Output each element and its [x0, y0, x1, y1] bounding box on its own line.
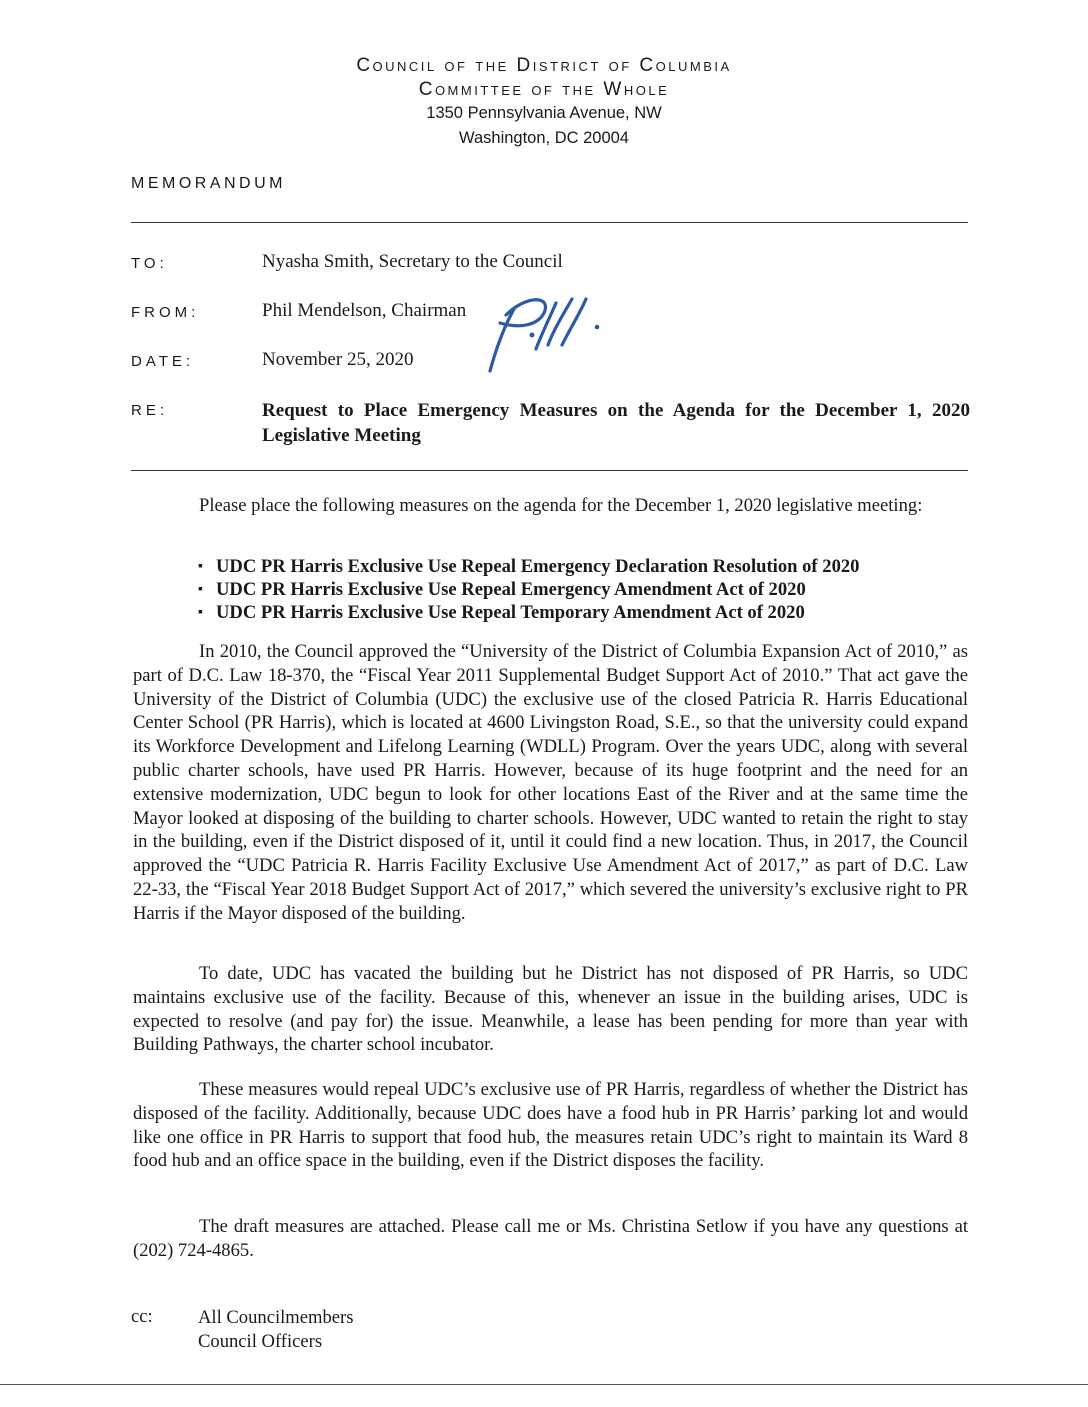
cc-label: cc:: [131, 1306, 153, 1327]
cc-recipient: Council Officers: [198, 1330, 323, 1352]
list-item: ▪ UDC PR Harris Exclusive Use Repeal Emergency Declaration Resolution of 2020: [198, 556, 859, 579]
memorandum-label: MEMORANDUM: [131, 175, 286, 192]
divider-top: [131, 222, 968, 223]
re-subject: Request to Place Emergency Measures on the Agenda for the December 1, 2020 Legislative Meeting: [262, 400, 970, 446]
council-name: Council of the District of Columbia: [356, 55, 732, 76]
list-item: ▪ UDC PR Harris Exclusive Use Repeal Temporary Amendment Act of 2020: [198, 602, 859, 625]
background-paragraph: In 2010, the Council approved the “University of the District of Columbia Expansion Act of 2010,” as part of D.C. Law 18-370, the “Fiscal Year 2011 Supplemental Budget Support Act of 2010.” That act gave the University of the District of Columbia (UDC) the exclusive use of the closed Patricia R. Harris Educational Center School (PR Harris), which is located at 4600 Livingston Road, S.E., so that the university could expand its Workforce Development and Lifelong Learning (WDLL) Program. Over the years UDC, along with several public charter schools, have used PR Harris. However, because of its huge footprint and the need for an extensive modernization, UDC begun to look for other locations East of the River and at the same time the Mayor looked at disposing of the building to charter schools. However, UDC wanted to retain the right to stay in the building, even if the District disposed of it, until it could find a new location. Thus, in 2017, the Council approved the “UDC Patricia R. Harris Facility Exclusive Use Amendment Act of 2017,” as part of D.C. Law 22-33, the “Fiscal Year 2018 Budget Support Act of 2017,” which severed the university’s exclusive right to PR Harris if the Mayor disposed of the building.: [133, 641, 968, 924]
cc-recipients: [198, 1306, 353, 1353]
date-value: November 25, 2020: [262, 349, 414, 370]
date-label: DATE:: [131, 353, 195, 370]
address-street: 1350 Pennsylvania Avenue, NW: [426, 104, 662, 122]
from-value: Phil Mendelson, Chairman: [262, 300, 467, 321]
list-item: ▪ UDC PR Harris Exclusive Use Repeal Emergency Amendment Act of 2020: [198, 579, 859, 602]
signature: [476, 287, 606, 377]
footer-divider: [0, 1384, 1088, 1385]
to-value: Nyasha Smith, Secretary to the Council: [262, 251, 563, 272]
divider-bottom: [131, 470, 968, 471]
committee-name: Committee of the Whole: [418, 79, 670, 100]
cc-recipient: All Councilmembers: [198, 1307, 354, 1328]
re-label: RE:: [131, 402, 169, 419]
status-paragraph: To date, UDC has vacated the building but he District has not disposed of PR Harris, so UDC maintains exclusive use of the facility. Because of this, whenever an issue in the building arises, UDC is expected to resolve (and pay for) the issue. Meanwhile, a lease has been pending for more than year with Building Pathways, the charter school incubator.: [133, 963, 968, 1056]
from-label: FROM:: [131, 304, 200, 321]
to-label: TO:: [131, 255, 168, 272]
closing-paragraph: The draft measures are attached. Please call me or Ms. Christina Setlow if you have any questions at (202) 724-4865.: [133, 1216, 968, 1261]
measures-list: [198, 556, 859, 624]
address-city: Washington, DC 20004: [459, 129, 629, 147]
purpose-paragraph: These measures would repeal UDC’s exclusive use of PR Harris, regardless of whether the District has disposed of the facility. Additionally, because UDC does have a food hub in PR Harris’ parking lot and would like one office in PR Harris to support that food hub, the measures retain UDC’s right to maintain its Ward 8 food hub and an office space in the building, even if the District disposes the facility.: [133, 1079, 968, 1172]
intro-paragraph: Please place the following measures on the agenda for the December 1, 2020 legislative meeting:: [199, 495, 923, 516]
